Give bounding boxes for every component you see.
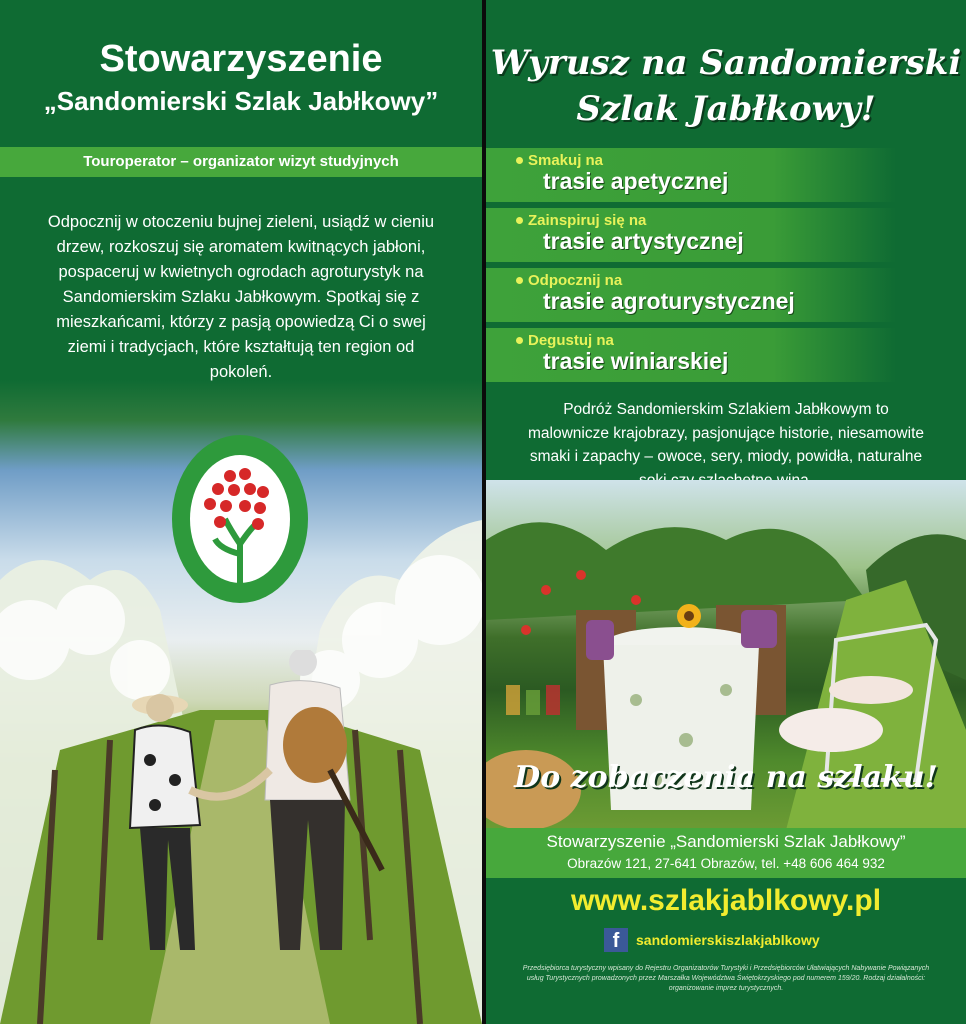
left-subtitle: „Sandomierski Szlak Jabłkowy”: [43, 86, 439, 116]
trail-artystyczna: [486, 208, 896, 262]
headline-line-2: Szlak Jabłkowy!: [576, 89, 876, 129]
facebook-handle: sandomierskiszlakjablkowy: [636, 932, 820, 948]
trail-agroturystyczna: [486, 268, 896, 322]
facebook-link[interactable]: [604, 928, 820, 952]
touroperator-band: Touroperator – organizator wizyt studyjnych: [0, 147, 482, 177]
couple-walking-illustration: [120, 650, 400, 980]
trail-intro: Degustuj na: [528, 332, 614, 349]
facebook-icon: f: [604, 928, 628, 952]
trail-intro: Zainspiruj się na: [528, 212, 647, 229]
trail-name: trasie apetycznej: [543, 168, 729, 194]
left-panel: [0, 0, 482, 1024]
see-you-tagline: Do zobaczenia na szlaku!: [514, 760, 938, 795]
bullet-icon: [516, 157, 523, 164]
trail-name: trasie winiarskiej: [543, 348, 729, 374]
bullet-icon: [516, 337, 523, 344]
association-address: Obrazów 121, 27-641 Obrazów, tel. +48 606 464 932: [567, 856, 885, 871]
right-description: Podróż Sandomierskim Szlakiem Jabłkowym to malownicze krajobrazy, pasjonujące historie, niesamowite smaki i zapachy – owoce, sery, miody, powidła, naturalne: [527, 401, 924, 465]
trail-intro: Smakuj na: [528, 152, 604, 169]
trail-name: trasie agroturystycznej: [543, 288, 795, 314]
trail-name: trasie artystycznej: [543, 228, 744, 254]
website-link[interactable]: www.szlakjablkowy.pl: [570, 884, 882, 917]
bullet-icon: [516, 277, 523, 284]
szlak-jablkowy-logo: [170, 434, 310, 604]
trail-intro: Odpocznij na: [528, 272, 623, 289]
trail-apetyczna: [486, 148, 896, 202]
legal-notice: Przedsiębiorca turystyczny wpisany do Rejestru Organizatorów Turystyki i Przedsiębiorców Ułatwiających Nabywanie Powiązanych usług Turystycznych prowadzonych przez Marszałka Województwa Świętokrzyskiego pod numerem 159/20. Rodzaj działalności: organizowanie imprez turystycznych.: [522, 965, 930, 992]
right-headline: [486, 40, 966, 132]
right-panel: [486, 0, 966, 1024]
left-intro-text: Odpocznij w otoczeniu bujnej zieleni, usiądź w cieniu drzew, rozkoszuj się aromatem kwitnących jabłoni, pospaceruj w kwietnych ogrodach agroturystyk na Sandomierskim Szlaku Jabłkowym. Spotkaj się z mieszkańcami, którzy z pasją opowiedzą Ci o swej ziemi i tradycjach, które kształtują ten region od pokoleń.: [47, 213, 435, 381]
contact-band: [486, 828, 966, 878]
left-title: Stowarzyszenie: [99, 38, 383, 80]
bullet-icon: [516, 217, 523, 224]
association-name: Stowarzyszenie „Sandomierski Szlak Jabłkowy”: [546, 832, 906, 851]
trail-winiarska: [486, 328, 896, 382]
headline-line-1: Wyrusz na Sandomierski: [490, 43, 962, 83]
